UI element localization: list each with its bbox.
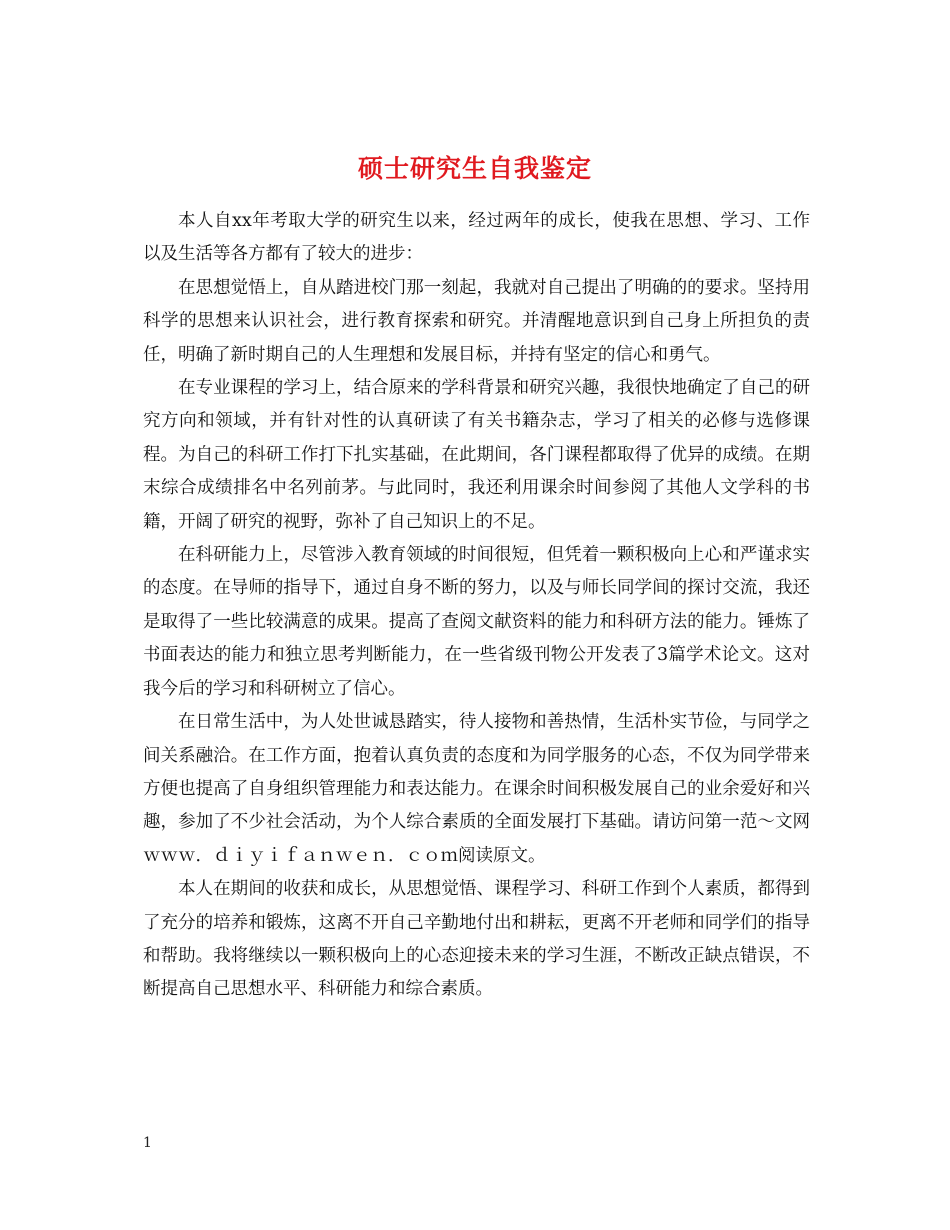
page-number: 1 (143, 1135, 152, 1151)
paragraph-intro: 本人自xx年考取大学的研究生以来，经过两年的成长，使我在思想、学习、工作以及生活等各方都有了较大的进步： (143, 211, 810, 265)
paragraph-daily-life: 在日常生活中，为人处世诚恳踏实，待人接物和善热情，生活朴实节俭，与同学之间关系融洽。在工作方面，抱着认真负责的态度和为同学服务的心态，不仅为同学带来方便也提高了自身组织管理能力和表达能力。在课余时间积极发展自己的业余爱好和兴趣，参加了不少社会活动，为个人综合素质的全面发展打下基础。请访问第一范～文网ｗｗｗ．ｄｉｙｉｆａｎｗｅｎ．ｃｏｍ阅读原文。 (143, 712, 810, 866)
paragraph-coursework: 在专业课程的学习上，结合原来的学科背景和研究兴趣，我很快地确定了自己的研究方向和领域，并有针对性的认真研读了有关书籍杂志，学习了相关的必修与选修课程。为自己的科研工作打下扎实基础，在此期间，各门课程都取得了优异的成绩。在期末综合成绩排名中名列前茅。与此同时，我还利用课余时间参阅了其他人文学科的书籍，开阔了研究的视野，弥补了自己知识上的不足。 (143, 378, 810, 532)
document-body (143, 205, 810, 1007)
paragraph-research: 在科研能力上，尽管涉入教育领域的时间很短，但凭着一颗积极向上心和严谨求实的态度。在导师的指导下，通过自身不断的努力，以及与师长同学间的探讨交流，我还是取得了一些比较满意的成果。提高了查阅文献资料的能力和科研方法的能力。锤炼了书面表达的能力和独立思考判断能力，在一些省级刊物公开发表了3篇学术论文。这对我今后的学习和科研树立了信心。 (143, 545, 810, 699)
paragraph-conclusion: 本人在期间的收获和成长，从思想觉悟、课程学习、科研工作到个人素质，都得到了充分的培养和锻炼，这离不开自己辛勤地付出和耕耘，更离不开老师和同学们的指导和帮助。我将继续以一颗积极向上的心态迎接未来的学习生涯，不断改正缺点错误，不断提高自己思想水平、科研能力和综合素质。 (143, 879, 810, 1000)
paragraph-ideology: 在思想觉悟上，自从踏进校门那一刻起，我就对自己提出了明确的的要求。坚持用科学的思想来认识社会，进行教育探索和研究。并清醒地意识到自己身上所担负的责任，明确了新时期自己的人生理想和发展目标，并持有坚定的信心和勇气。 (143, 277, 810, 365)
document-title: 硕士研究生自我鉴定 (357, 153, 592, 183)
